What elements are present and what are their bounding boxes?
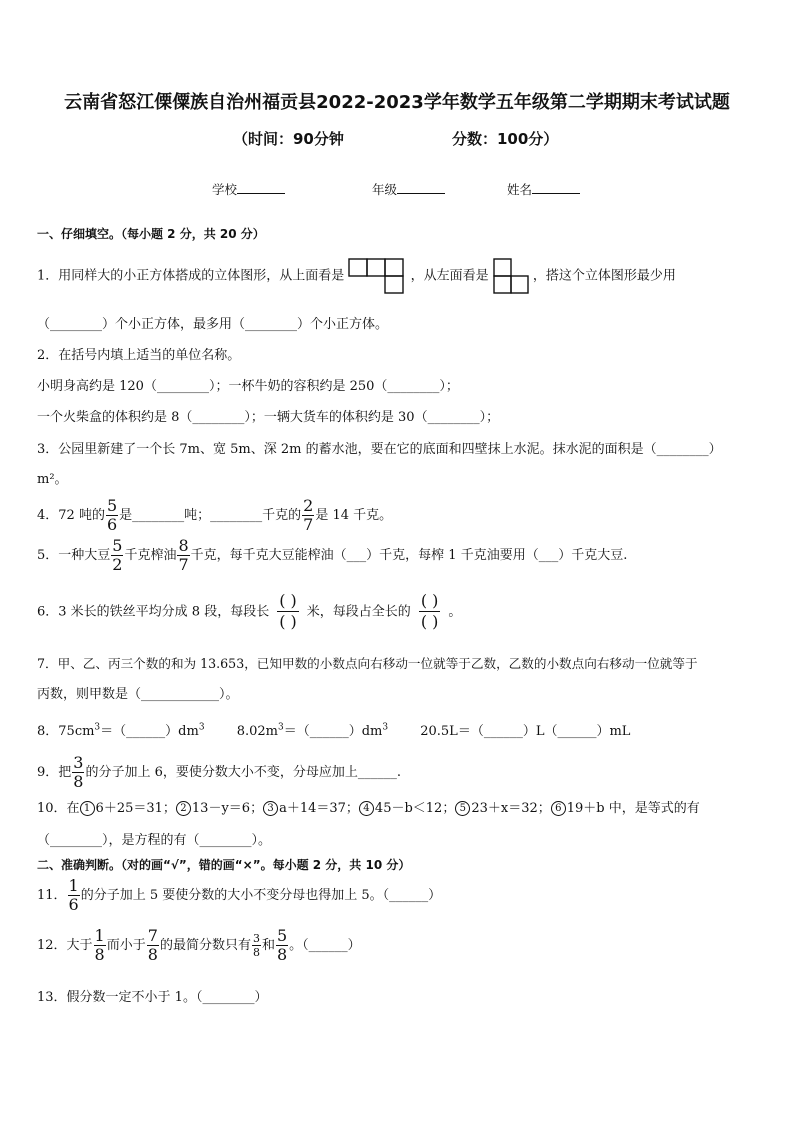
circled-number-3: 3 — [263, 801, 278, 816]
q9-text-a: 9．把 — [37, 765, 72, 780]
circled-number-4: 4 — [359, 801, 374, 816]
q5-text-b: 千克榨油 — [124, 548, 177, 563]
question-6 — [37, 593, 461, 631]
exam-score: 分数：100分） — [452, 130, 559, 148]
fraction-5-8 — [276, 928, 288, 963]
q8-exp-1: 3 — [94, 722, 101, 733]
q9-f-den: 8 — [73, 772, 84, 791]
section-1-heading: 一、仔细填空。（每小题 2 分，共 20 分） — [37, 227, 265, 241]
section-2-heading: 二、准确判断。（对的画“√”，错的画“×”。每小题 2 分，共 10 分） — [37, 858, 411, 872]
q7-line-2: 丙数，则甲数是（____________）。 — [37, 687, 239, 702]
fraction-1-8 — [94, 928, 106, 963]
blank-fraction-2[interactable] — [419, 593, 441, 631]
q4-text-c: 是 14 千克。 — [315, 508, 393, 523]
q12-f4-den: 8 — [276, 945, 288, 964]
question-13: 13．假分数一定不小于 1。（________） — [37, 990, 268, 1005]
q6-pf2-num: ( ) — [420, 591, 439, 610]
name-blank[interactable] — [532, 180, 580, 194]
q5-text-c: 千克，每千克大豆能榨油（___）千克，每榨 1 千克油要用（___）千克大豆. — [190, 548, 628, 563]
q8-exp-3: 3 — [277, 722, 284, 733]
q2-head: 2．在括号内填上适当的单位名称。 — [37, 348, 241, 363]
q1-text-b: ，从左面看是 — [410, 268, 489, 284]
fraction-5-6 — [106, 498, 118, 533]
q11-f-den: 6 — [68, 895, 79, 914]
fraction-8-7 — [177, 538, 189, 573]
q12-text-b: 而小于 — [106, 938, 146, 953]
question-10 — [37, 797, 700, 816]
q9-f-num: 3 — [73, 753, 84, 772]
q4-f1-den: 6 — [106, 515, 118, 534]
q5-f2-den: 7 — [178, 555, 189, 574]
q10-item-6: 19＋b 中，是等式的有 — [566, 801, 700, 816]
q4-f1-num: 5 — [106, 496, 118, 515]
q4-f2-num: 2 — [303, 496, 314, 515]
q7-line-1: 7．甲、乙、丙三个数的和为 13.653，已知甲数的小数点向右移动一位就等于乙数，乙数的小数点向右移动一位就等于 — [37, 656, 698, 671]
q10-item-4: 45－b＜12； — [374, 801, 456, 816]
q10-text-a: 10．在 — [37, 801, 80, 816]
q10-item-5: 23＋x＝32； — [471, 801, 551, 816]
fraction-1-6 — [68, 878, 80, 913]
q1-text-c: ，搭这个立体图形最少用 — [532, 268, 676, 284]
q4-text-b: 是________吨；________千克的 — [119, 508, 302, 523]
question-12 — [37, 928, 361, 963]
grade-field — [372, 180, 445, 198]
q12-f4-num: 5 — [276, 926, 288, 945]
q12-text-d: 和 — [261, 938, 275, 953]
circled-number-6: 6 — [551, 801, 566, 816]
grade-label: 年级 — [372, 182, 398, 197]
q12-f1-num: 1 — [94, 926, 105, 945]
q12-f3-num: 3 — [252, 932, 260, 945]
fraction-7-8 — [147, 928, 159, 963]
q6-pf1-num: ( ) — [279, 591, 297, 610]
question-4 — [37, 498, 392, 533]
fraction-5-2 — [111, 538, 123, 573]
q12-f1-den: 8 — [94, 945, 105, 964]
q3-line-2: m²。 — [37, 472, 68, 487]
q8-text-b: ＝（______）dm — [100, 724, 199, 739]
q10-line-2: （________），是方程的有（________）。 — [37, 833, 272, 848]
q5-f1-den: 2 — [112, 555, 123, 574]
q6-pf1-den: ( ) — [279, 611, 297, 631]
q12-f3-den: 8 — [252, 946, 260, 959]
question-9 — [37, 755, 401, 790]
q8-exp-2: 3 — [198, 722, 205, 733]
q6-pf2-den: ( ) — [420, 611, 439, 631]
name-field — [507, 180, 580, 198]
question-5 — [37, 538, 627, 573]
grade-blank[interactable] — [397, 180, 445, 194]
fraction-3-8-small — [252, 933, 261, 958]
q8-text-a: 8．75cm — [37, 724, 95, 739]
q5-text-a: 5．一种大豆 — [37, 548, 111, 563]
q11-text-b: 的分子加上 5 要使分数的大小不变分母也得加上 5。（______） — [80, 888, 442, 903]
q10-item-2: 13－y＝6； — [191, 801, 264, 816]
q12-text-a: 12．大于 — [37, 938, 93, 953]
fraction-2-7 — [302, 498, 314, 533]
school-label: 学校 — [212, 182, 238, 197]
q9-text-b: 的分子加上 6，要使分数大小不变，分母应加上______. — [85, 765, 402, 780]
school-blank[interactable] — [237, 180, 285, 194]
q11-f-num: 1 — [68, 876, 79, 895]
q8-exp-4: 3 — [382, 722, 389, 733]
school-field — [212, 180, 285, 198]
left-view-figure — [493, 258, 529, 294]
circled-number-2: 2 — [176, 801, 191, 816]
q2-line-1: 小明身高约是 120（________）；一杯牛奶的容积约是 250（________）； — [37, 379, 459, 394]
name-label: 姓名 — [507, 182, 533, 197]
fraction-3-8 — [72, 755, 84, 790]
top-view-figure — [348, 258, 406, 294]
q5-f2-num: 8 — [178, 536, 189, 555]
q4-f2-den: 7 — [303, 515, 314, 534]
q11-text-a: 11． — [37, 888, 67, 903]
q6-text-c: 。 — [448, 604, 462, 620]
q10-item-3: a＋14＝37； — [279, 801, 359, 816]
circled-number-5: 5 — [455, 801, 470, 816]
q8-text-d: ＝（______）dm — [283, 724, 383, 739]
q6-text-a: 6．3 米长的铁丝平均分成 8 段，每段长 — [37, 604, 270, 620]
blank-fraction-1[interactable] — [277, 593, 299, 631]
q5-f1-num: 5 — [112, 536, 123, 555]
question-11 — [37, 878, 441, 913]
q6-text-b: 米，每段占全长的 — [306, 604, 411, 620]
circled-number-1: 1 — [80, 801, 95, 816]
question-8 — [37, 720, 630, 739]
q3-line-1: 3．公园里新建了一个长 7m、宽 5m、深 2m 的蓄水池，要在它的底面和四壁抹上水泥。抹水泥的面积是（________） — [37, 442, 722, 457]
q8-text-c: 8.02m — [236, 724, 278, 739]
q12-f2-den: 8 — [147, 945, 158, 964]
q1-text-a: 1．用同样大的小正方体搭成的立体图形，从上面看是 — [37, 268, 345, 284]
q10-item-1: 6＋25＝31； — [95, 801, 176, 816]
page-title: 云南省怒江傈僳族自治州福贡县2022-2023学年数学五年级第二学期期末考试试题 — [64, 92, 730, 113]
q2-line-2: 一个火柴盒的体积约是 8（________）；一辆大货车的体积约是 30（________）； — [37, 410, 500, 425]
question-1 — [37, 258, 676, 294]
exam-time: （时间：90分钟 — [233, 130, 344, 148]
q12-f2-num: 7 — [147, 926, 158, 945]
q4-text-a: 4．72 吨的 — [37, 508, 105, 523]
q8-text-e: 20.5L＝（______）L（______）mL — [420, 724, 631, 739]
q12-text-e: 。（______） — [289, 938, 361, 953]
q12-text-c: 的最简分数只有 — [159, 938, 251, 953]
q1-line-2: （________）个小正方体，最多用（________）个小正方体。 — [37, 317, 389, 332]
